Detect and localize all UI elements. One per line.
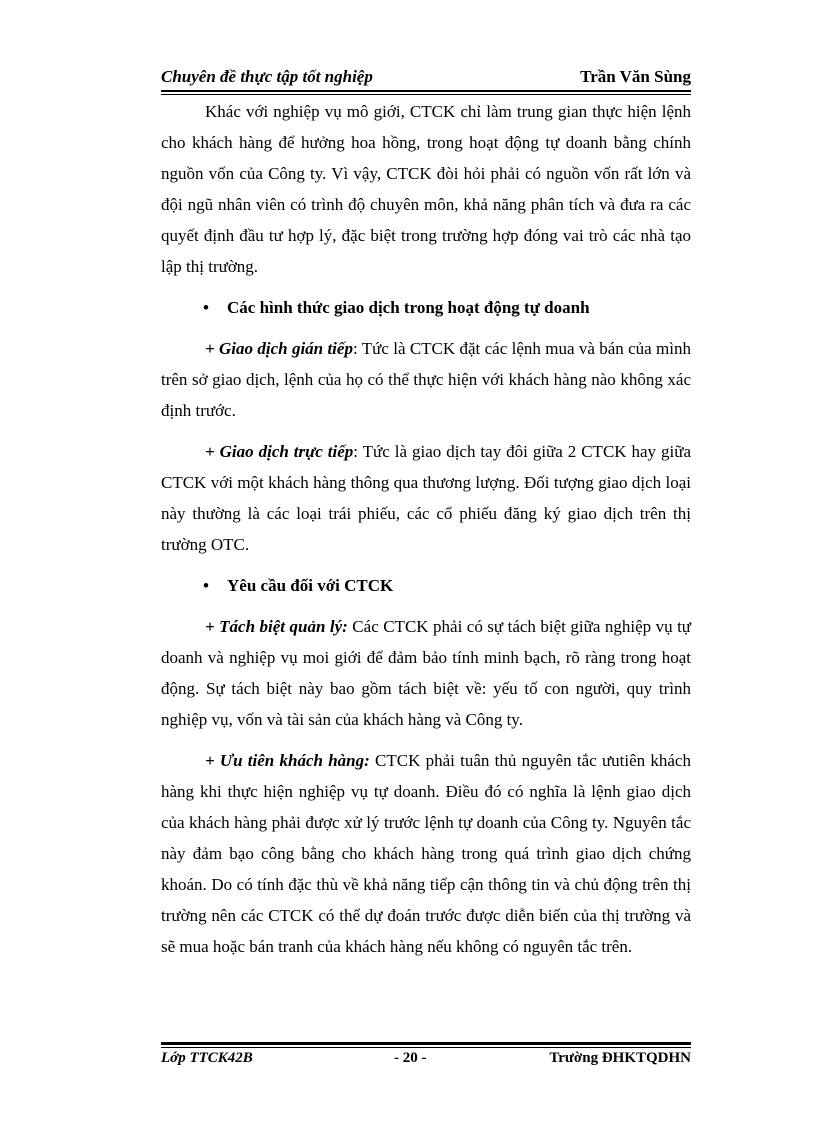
definition-management-separation: Các CTCK phải có sự tách biệt giữa nghiệp vụ tự doanh và nghiệp vụ moi giới để đảm bảo tính minh bạch, rõ ràng trong hoạt động. Sự tách biệt này bao gồm tách biệt về: yếu tố con người, quy trình nghiệp vụ, vốn và tài sản của khách hàng và Công ty. bbox=[161, 617, 692, 729]
paragraph-intro: Khác với nghiệp vụ mô giới, CTCK chỉ làm trung gian thực hiện lệnh cho khách hàng để hưởng hoa hồng, trong hoạt động tự doanh bằng chính nguồn vốn của Công ty. Vì vậy, CTCK đòi hỏi phải có nguồn vốn rất lớn và đội ngũ nhân viên có trình độ chuyên môn, khả năng phân tích và đưa ra các quyết định đầu tư hợp lý, đặc biệt trong trường hợp đóng vai trò các nhà tạo lập thị trường. bbox=[161, 102, 691, 276]
bullet-icon: • bbox=[203, 298, 209, 317]
bullet-heading-requirements bbox=[161, 570, 691, 601]
paragraph-direct-trade bbox=[161, 436, 691, 560]
term-customer-priority: + Ưu tiên khách hàng: bbox=[205, 751, 370, 770]
paragraph-customer-priority bbox=[161, 745, 691, 962]
paragraph-indirect-trade bbox=[161, 333, 691, 426]
class-name: Lớp TTCK42B bbox=[161, 1050, 253, 1066]
page-header bbox=[161, 67, 691, 91]
footer-rule-thin bbox=[161, 1047, 691, 1048]
footer-rule bbox=[161, 1042, 691, 1045]
definition-indirect-trade: : Tức là CTCK đặt các lệnh mua và bán của mình trên sở giao dịch, lệnh của họ có thể thực hiện với khách hàng nào không xác định trước. bbox=[161, 339, 691, 420]
bullet-heading-trade-forms bbox=[161, 292, 691, 323]
definition-customer-priority: CTCK phải tuân thủ nguyên tắc ưutiên khách hàng khi thực hiện nghiệp vụ tự doanh. Điều đó có nghĩa là lệnh giao dịch của khách hàng phải được xử lý trước lệnh tự doanh của Công ty. Nguyên tắc này đảm bạo công bằng cho khách hàng trong quá trình giao dịch chứng khoán. Do có tính đặc thù về khả năng tiếp cận thông tin và chủ động trên thị trường nên các CTCK có thể dự đoán trước được diễn biến của thị trường và sẽ mua hoặc bán tranh của khách hàng nếu không có nguyên tắc trên. bbox=[161, 751, 691, 956]
page-body bbox=[161, 96, 691, 972]
definition-direct-trade: : Tức là giao dịch tay đôi giữa 2 CTCK hay giữa CTCK với một khách hàng thông qua thương lượng. Đối tượng giao dịch loại này thường là các loại trái phiếu, các cổ phiếu đăng ký giao dịch trên thị trường OTC. bbox=[161, 442, 691, 554]
header-rule-thin bbox=[161, 94, 691, 95]
term-indirect-trade: + Giao dịch gián tiếp bbox=[205, 339, 353, 358]
bullet-heading-text: Yêu cầu đối với CTCK bbox=[227, 576, 394, 595]
school-name: Trường ĐHKTQDHN bbox=[549, 1050, 691, 1066]
header-rule bbox=[161, 90, 691, 92]
author-name: Trần Văn Sùng bbox=[580, 67, 691, 86]
bullet-icon: • bbox=[203, 576, 209, 595]
term-management-separation: + Tách biệt quản lý: bbox=[205, 617, 348, 636]
document-title: Chuyên đề thực tập tốt nghiệp bbox=[161, 67, 373, 86]
term-direct-trade: + Giao dịch trực tiếp bbox=[205, 442, 354, 461]
page-number: - 20 - bbox=[394, 1050, 427, 1066]
paragraph-management-separation bbox=[161, 611, 691, 735]
page-footer bbox=[161, 1050, 691, 1072]
bullet-heading-text: Các hình thức giao dịch trong hoạt động tự doanh bbox=[227, 298, 590, 317]
